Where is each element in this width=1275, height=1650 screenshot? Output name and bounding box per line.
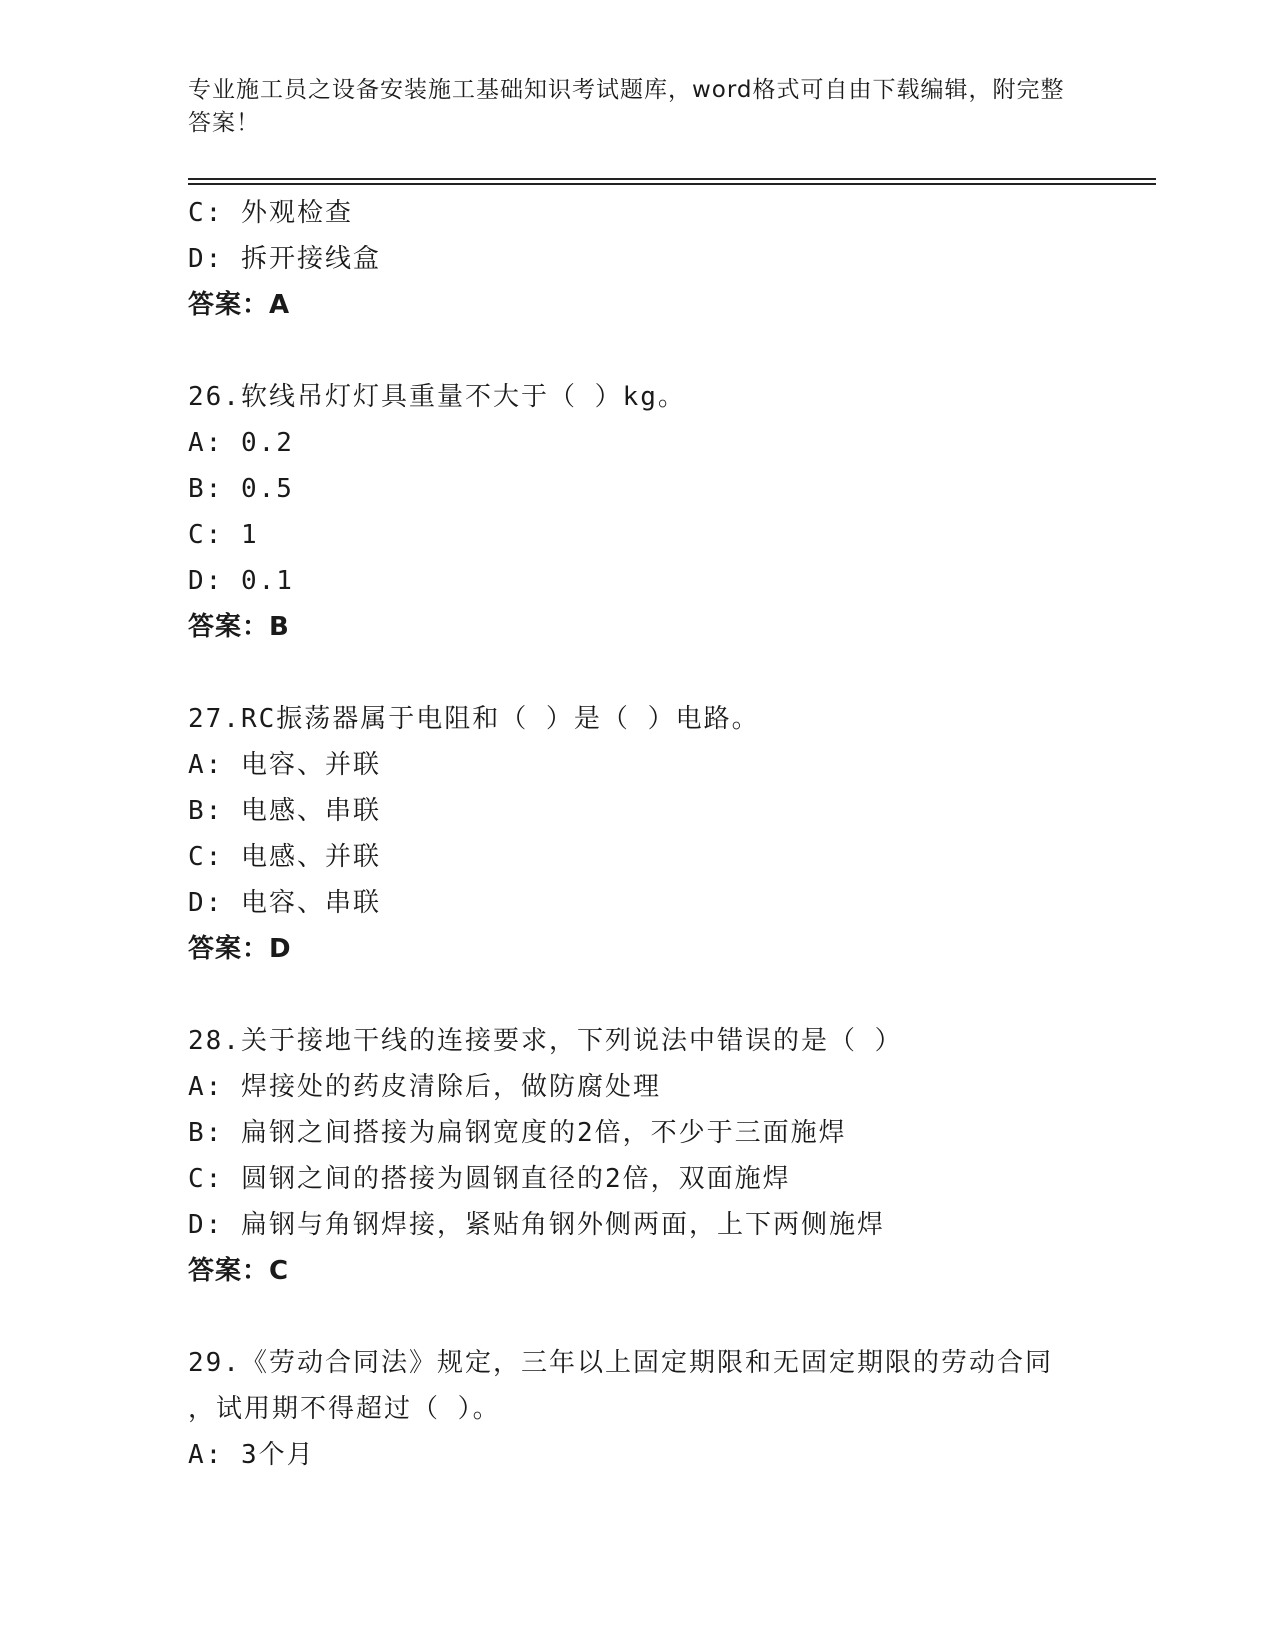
option-c: C: 圆钢之间的搭接为圆钢直径的2倍，双面施焊 (188, 1164, 791, 1194)
question-stem-line-2: ，试用期不得超过（ ）。 (188, 1394, 501, 1424)
question-stem: 28.关于接地干线的连接要求，下列说法中错误的是（ ） (188, 1026, 903, 1056)
spacer (188, 328, 1148, 374)
question-list (188, 190, 1148, 1478)
question-stem: 27.RC振荡器属于电阻和（ ）是（ ）电路。 (188, 704, 760, 734)
spacer (188, 650, 1148, 696)
option-c: C: 1 (188, 520, 259, 550)
header-divider-bottom (188, 183, 1156, 185)
option-a: A: 0.2 (188, 428, 294, 458)
spacer (188, 972, 1148, 1018)
question-stem: 26.软线吊灯灯具重量不大于（ ）kg。 (188, 382, 686, 412)
question-26 (188, 374, 1148, 650)
option-d: D: 扁钢与角钢焊接，紧贴角钢外侧两面，上下两侧施焊 (188, 1210, 885, 1240)
option-d: D: 电容、串联 (188, 888, 381, 918)
option-a: A: 电容、并联 (188, 750, 381, 780)
question-stem-line-1: 29.《劳动合同法》规定，三年以上固定期限和无固定期限的劳动合同 (188, 1348, 1053, 1378)
header-divider-top (188, 178, 1156, 180)
option-a: A: 焊接处的药皮清除后，做防腐处理 (188, 1072, 661, 1102)
question-27 (188, 696, 1148, 972)
question-29 (188, 1340, 1148, 1478)
answer-line: 答案：D (188, 934, 292, 964)
option-d: D: 拆开接线盒 (188, 244, 381, 274)
answer-line: 答案：A (188, 290, 291, 320)
header-title: 专业施工员之设备安装施工基础知识考试题库，word格式可自由下载编辑，附完整答案！ (188, 77, 1065, 136)
answer-line: 答案：C (188, 1256, 290, 1286)
option-b: B: 0.5 (188, 474, 294, 504)
question-28 (188, 1018, 1148, 1294)
option-d: D: 0.1 (188, 566, 294, 596)
question-carry-over (188, 190, 1148, 328)
answer-line: 答案：B (188, 612, 290, 642)
option-b: B: 扁钢之间搭接为扁钢宽度的2倍，不少于三面施焊 (188, 1118, 847, 1148)
option-c: C: 电感、并联 (188, 842, 381, 872)
option-a: A: 3个月 (188, 1440, 315, 1470)
option-c: C: 外观检查 (188, 198, 353, 228)
spacer (188, 1294, 1148, 1340)
document-header (188, 74, 1068, 140)
option-b: B: 电感、串联 (188, 796, 381, 826)
